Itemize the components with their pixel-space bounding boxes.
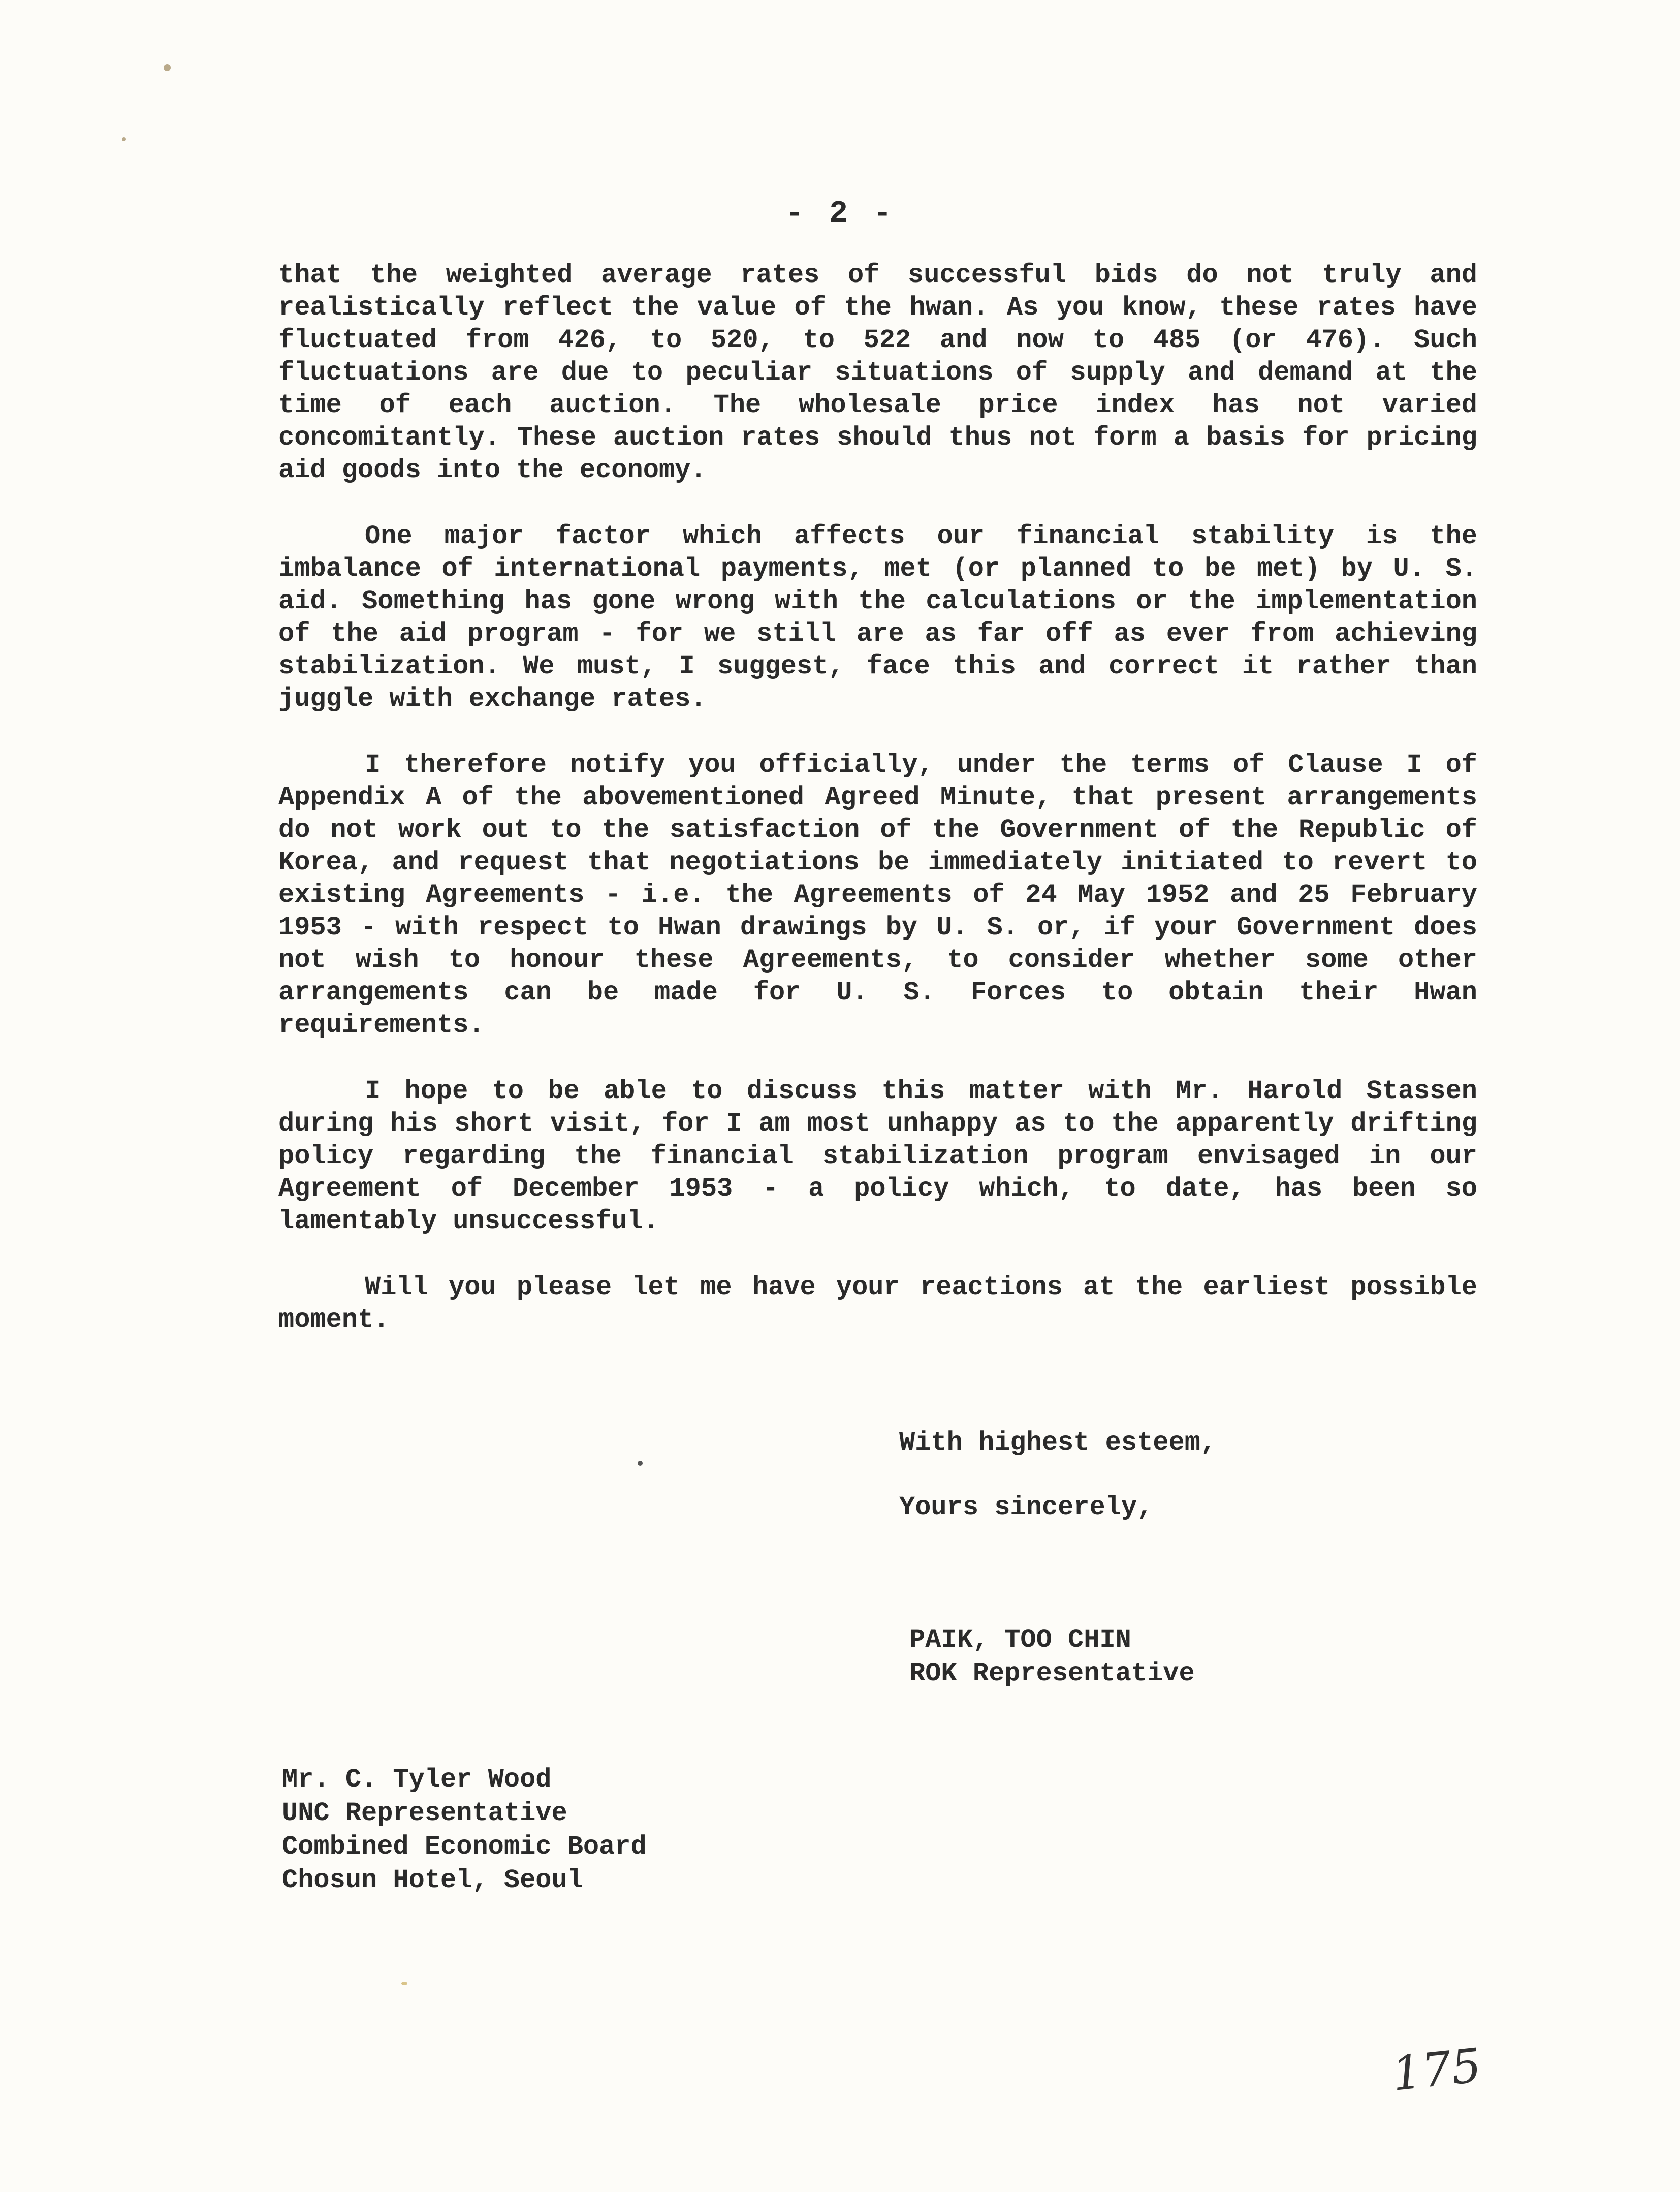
paragraph-5: Will you please let me have your reactions at the earliest possible moment. (278, 1272, 1477, 1335)
paper-speck (638, 1461, 643, 1466)
addressee-block (282, 1763, 647, 1897)
paragraph-3: I therefore notify you officially, under the terms of Clause I of Appendix A of the abovementioned Agreed Minute, that present arrangements do not work out to the satisfaction of the Government of the Republic of Korea, and request that negotiations be immediately initiated to revert to existing Agreements - i.e. the Agreements of 24 May 1952 and 25 February 1953 - with respect to Hwan drawings by U. S. or, if your Government does not wish to honour these Agreements, to consider whether some other arrangements can be made for U. S. Forces to obtain their Hwan requirements. (278, 750, 1477, 1040)
page-number: - 2 - (785, 196, 895, 232)
addressee-organization: Combined Economic Board (282, 1832, 647, 1862)
handwritten-page-note: 175 (1389, 2038, 1484, 2102)
paper-speck (164, 64, 171, 71)
paper-speck (401, 1982, 407, 1985)
signatory-title: ROK Representative (909, 1658, 1195, 1688)
paper-speck (122, 137, 126, 141)
signature-block (909, 1623, 1195, 1690)
paragraph-1: that the weighted average rates of successful bids do not truly and realistically reflect the value of the hwan. As you know, these rates have fluctuated from 426, to 520, to 522 and now to 485 (or 476). Such fluctuations are due to peculiar situations of supply and demand at the time of each auction. The wholesale price index has not varied concomitantly. These auction rates should thus not form a basis for pricing aid goods into the economy. (278, 260, 1477, 485)
signatory-name: PAIK, TOO CHIN (909, 1625, 1131, 1655)
paragraph-4: I hope to be able to discuss this matter with Mr. Harold Stassen during his short visit, for I am most unhappy as to the apparently drifting policy regarding the financial stabilization program envisaged in our Agreement of December 1953 - a policy which, to date, has been so lamentably unsuccessful. (278, 1076, 1477, 1236)
letter-body (278, 259, 1477, 1370)
closing-salutation: With highest esteem, (899, 1428, 1217, 1458)
addressee-location: Chosun Hotel, Seoul (282, 1865, 583, 1895)
paragraph-2: One major factor which affects our financial stability is the imbalance of international payments, met (or planned to be met) by U. S. aid. Something has gone wrong with the calculations or the implementation of the aid program - for we still are as far off as ever from achieving stabilization. We must, I suggest, face this and correct it rather than juggle with exchange rates. (278, 521, 1477, 714)
addressee-title: UNC Representative (282, 1798, 567, 1828)
addressee-name: Mr. C. Tyler Wood (282, 1765, 552, 1795)
closing-signoff: Yours sincerely, (899, 1492, 1153, 1522)
